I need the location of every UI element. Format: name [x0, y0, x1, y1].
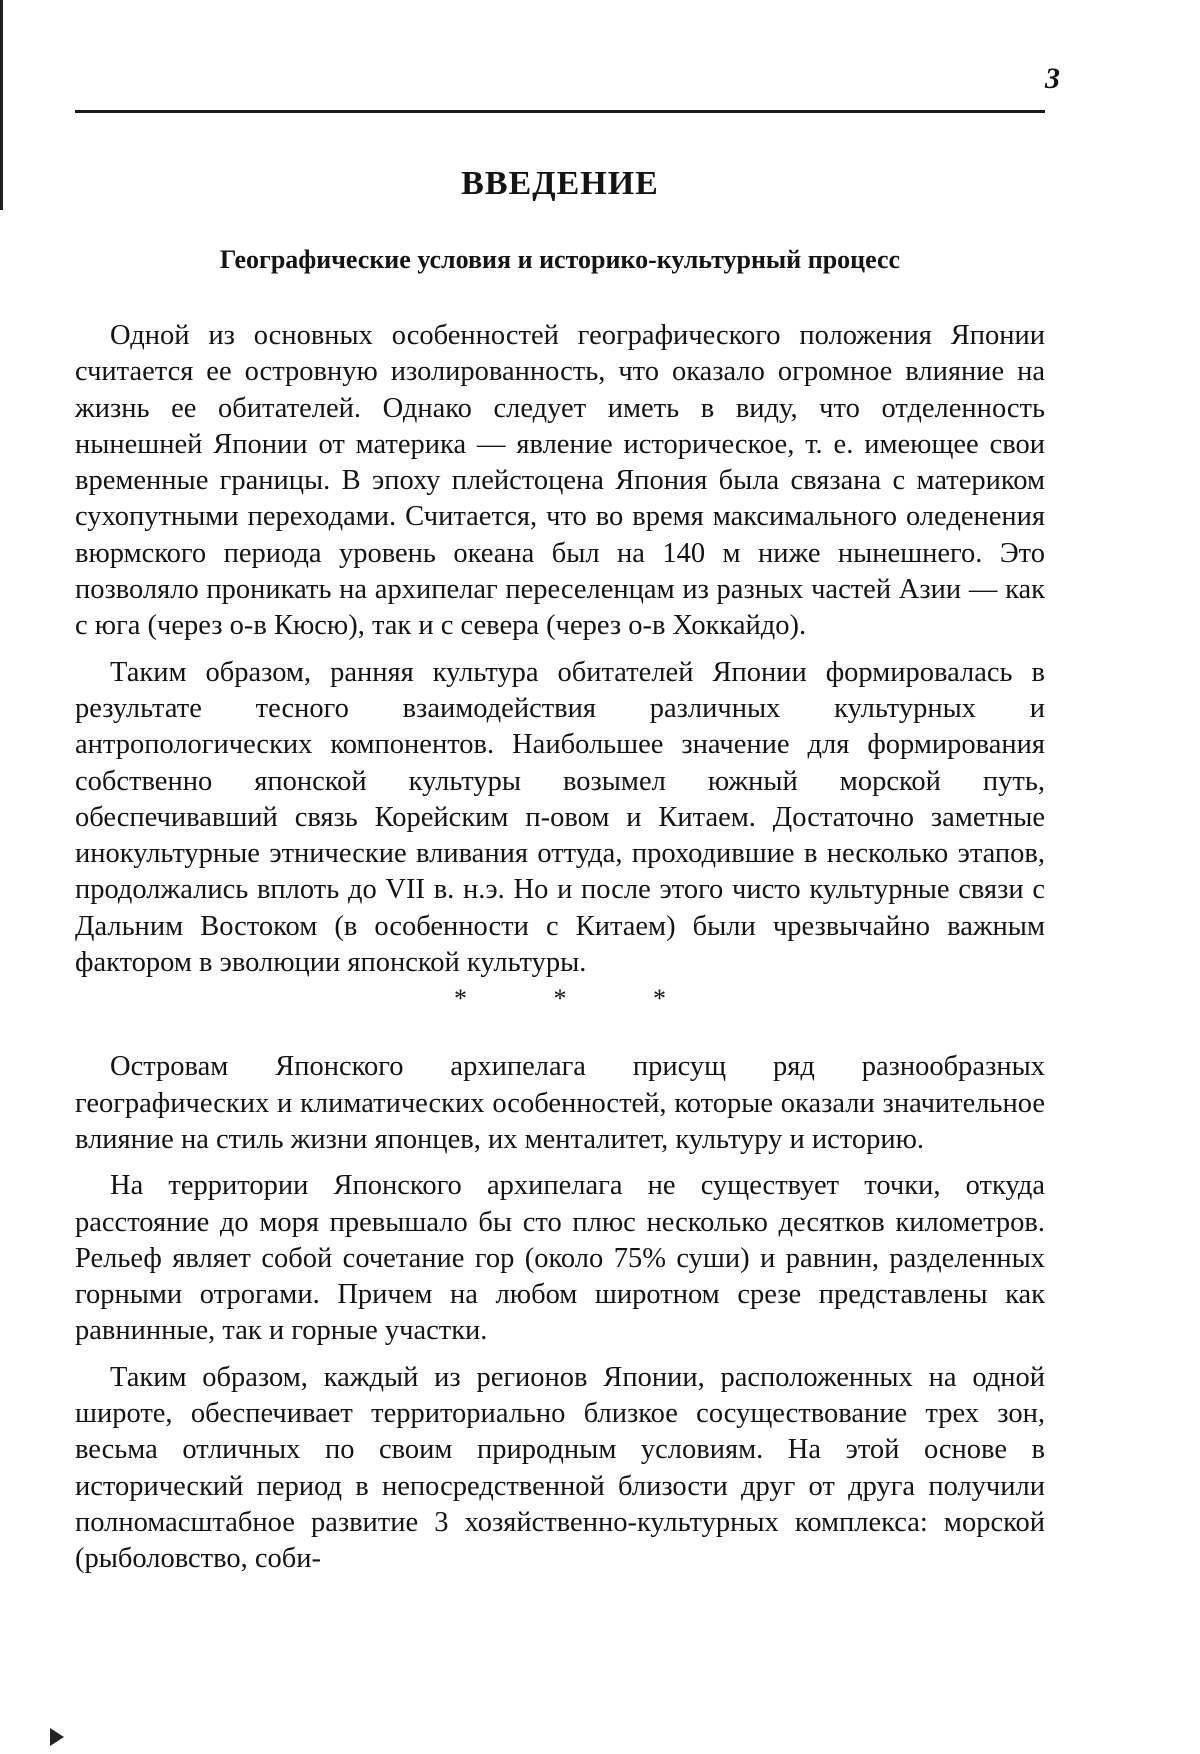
paragraph-2: Таким образом, ранняя культура обитателей Японии формировалась в результате тесного взаимодействия различных культурных и антропологических компонентов. Наибольшее значение для формирования собственно японской культуры возымел южный морской путь, обеспечивавший связь Корейским п-овом и Китаем. Достаточно заметные инокультурные этнические вливания оттуда, проходившие в несколько этапов, продолжались вплоть до VII в. н.э. Но и после этого чисто культурные связи с Дальним Востоком (в особенности с Китаем) были чрезвычайно важным фактором в эволюции японской культуры. [75, 655, 1045, 982]
page-number: 3 [1020, 62, 1060, 96]
body-text [75, 318, 1045, 1578]
paragraph-4: На территории Японского архипелага не существует точки, откуда расстояние до моря превышало бы сто плюс несколько десятков километров. Рельеф являет собой сочетание гор (около 75% суши) и равнин, разделенных горными отрогами. Причем на любом широтном срезе представлены как равнинные, так и горные участки. [75, 1168, 1045, 1349]
header-rule [75, 110, 1045, 113]
scan-edge-line [0, 0, 3, 210]
scan-corner-mark [50, 1728, 64, 1746]
paragraph-1: Одной из основных особенностей географического положения Японии считается ее островную изолированность, что оказало огромное влияние на жизнь ее обитателей. Однако следует иметь в виду, что отделенность нынешней Японии от материка — явление историческое, т. е. имеющее свои временные границы. В эпоху плейстоцена Япония была связана с материком сухопутными переходами. Считается, что во время максимального оледенения вюрмского периода уровень океана был на 140 м ниже нынешнего. Это позволяло проникать на архипелаг переселенцам из разных частей Азии — как с юга (через о-в Кюсю), так и с севера (через о-в Хоккайдо). [75, 318, 1045, 645]
paragraph-5: Таким образом, каждый из регионов Японии, расположенных на одной широте, обеспечивает территориально близкое сосуществование трех зон, весьма отличных по своим природным условиям. На этой основе в исторический период в непосредственной близости друг от друга получили полномасштабное развитие 3 хозяйственно-культурных комплекса: морской (рыболовство, соби- [75, 1360, 1045, 1578]
section-title: Географические условия и историко-культурный процесс [75, 245, 1045, 275]
chapter-title: ВВЕДЕНИЕ [75, 165, 1045, 203]
paragraph-3: Островам Японского архипелага присущ ряд разнообразных географических и климатических особенностей, которые оказали значительное влияние на стиль жизни японцев, их менталитет, культуру и историю. [75, 1049, 1045, 1158]
document-page [0, 0, 1200, 1754]
section-separator: * * * [75, 981, 1045, 1017]
